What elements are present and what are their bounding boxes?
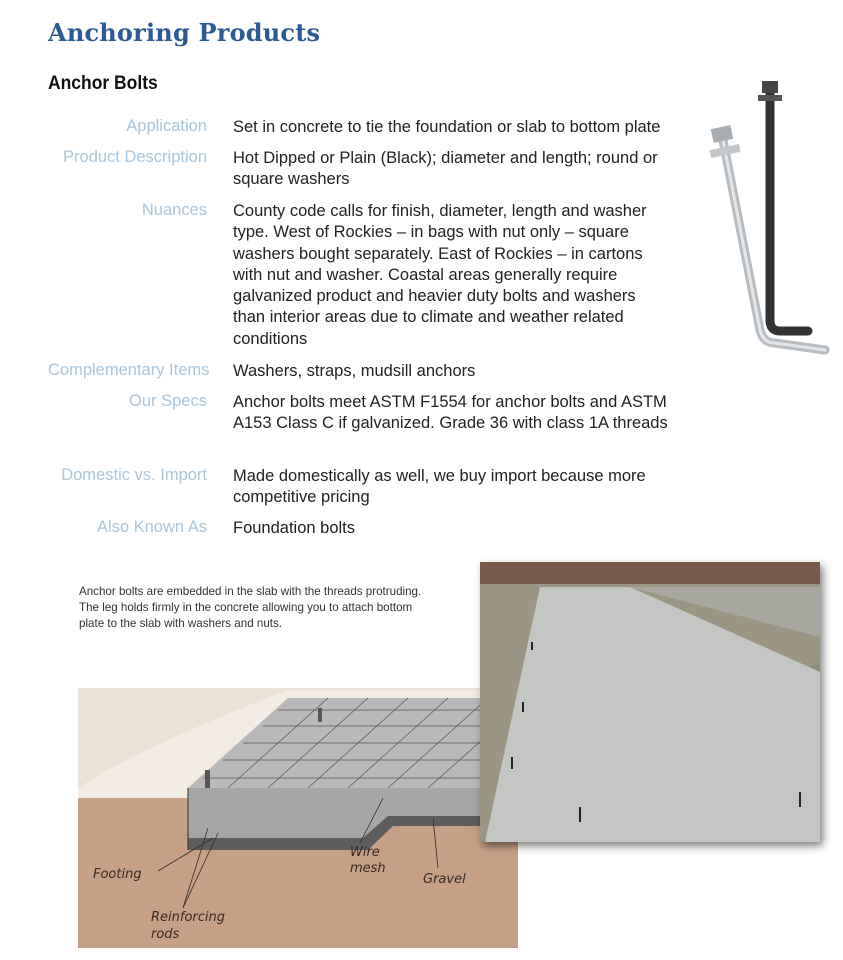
diagram-label-gravel: Gravel [423, 872, 466, 887]
anchor-bolts-image [700, 75, 835, 365]
row-value-domestic-vs-import: Made domestically as well, we buy import because more competitive pricing [233, 467, 646, 507]
diagram-label-wire: Wire [350, 845, 380, 860]
diagram-label-rods: rods [151, 927, 180, 942]
row-label-also-known-as: Also Known As [96, 518, 207, 536]
diagram-label-reinforcing: Reinforcing [151, 910, 226, 925]
row-value-product-description: Hot Dipped or Plain (Black); diameter and length; round or square washers [233, 149, 658, 189]
slab-diagram-image [78, 688, 518, 948]
row-label-complementary-items: Complementary Items [48, 361, 210, 379]
page-title: Anchoring Products [48, 18, 321, 47]
row-label-our-specs: Our Specs [129, 392, 207, 410]
row-value-complementary-items: Washers, straps, mudsill anchors [233, 362, 476, 380]
diagram-label-mesh: mesh [350, 861, 386, 876]
row-value-nuances: County code calls for finish, diameter, length and washer type. West of Rockies – in bags with nut only – square washers bought separately. East of Rockies – in cartons with nut and washer. Coastal areas generally require galvanized product and heavier duty bolts and washers than interior areas due to climate and weather related conditions [233, 202, 647, 348]
row-label-nuances: Nuances [141, 201, 207, 219]
figure-caption: Anchor bolts are embedded in the slab with the threads protruding. The leg holds firmly in the concrete allowing you to attach bottom plate to the slab with washers and nuts. [79, 585, 422, 630]
row-label-domestic-vs-import: Domestic vs. Import [61, 466, 207, 484]
row-label-product-description: Product Description [63, 148, 207, 166]
row-value-also-known-as: Foundation bolts [233, 519, 356, 537]
slab-photo-image [480, 562, 820, 842]
row-value-our-specs: Anchor bolts meet ASTM F1554 for anchor bolts and ASTM A153 Class C if galvanized. Grade 36 with class 1A threads [233, 393, 668, 433]
row-value-application: Set in concrete to tie the foundation or slab to bottom plate [233, 118, 661, 136]
diagram-label-footing: Footing [93, 867, 142, 882]
section-title: Anchor Bolts [48, 73, 158, 94]
row-label-application: Application [126, 117, 207, 135]
